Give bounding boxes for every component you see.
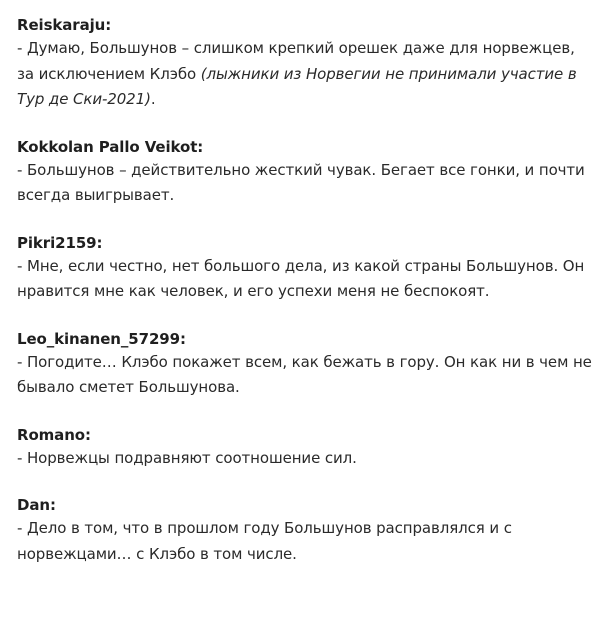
comment-author: Leo_kinanen_57299: <box>17 329 186 348</box>
comment-author: Pikri2159: <box>17 233 103 252</box>
comment-author: Reiskaraju: <box>17 16 112 34</box>
comment-body: - Думаю, Большунов – слишком крепкий орешек даже для норвежцев, за исключением Клэбо <box>17 39 575 83</box>
comment-item <box>17 494 593 567</box>
editor-note: (лыжники из Норвегии не принимали участие в Тур де Ски-2021) <box>17 64 577 108</box>
comment-item <box>17 136 593 209</box>
comment-author: Romano: <box>17 425 91 444</box>
comment-text: - Дело в том, что в прошлом году Большунов расправлялся и с норвежцами… с Клэбо в том числе. <box>17 519 512 563</box>
comment-text: - Погодите… Клэбо покажет всем, как бежать в гору. Он как ни в чем не бывало сметет Большунова. <box>17 352 592 396</box>
comment-item <box>17 424 593 472</box>
comment-item <box>17 232 593 305</box>
comment-item <box>17 328 593 401</box>
comment-text <box>17 36 593 113</box>
comment-text: - Большунов – действительно жесткий чувак. Бегает все гонки, и почти всегда выигрывает. <box>17 160 585 204</box>
comment-author: Dan: <box>17 496 56 514</box>
comment-text: - Мне, если честно, нет большого дела, из какой страны Большунов. Он нравится мне как человек, и его успехи меня не беспокоят. <box>17 256 585 300</box>
comment-text: - Норвежцы подравняют соотношение сил. <box>17 448 357 467</box>
comment-author: Kokkolan Pallo Veikot: <box>17 137 204 156</box>
comment-item <box>17 14 593 113</box>
comment-tail: . <box>150 90 156 108</box>
